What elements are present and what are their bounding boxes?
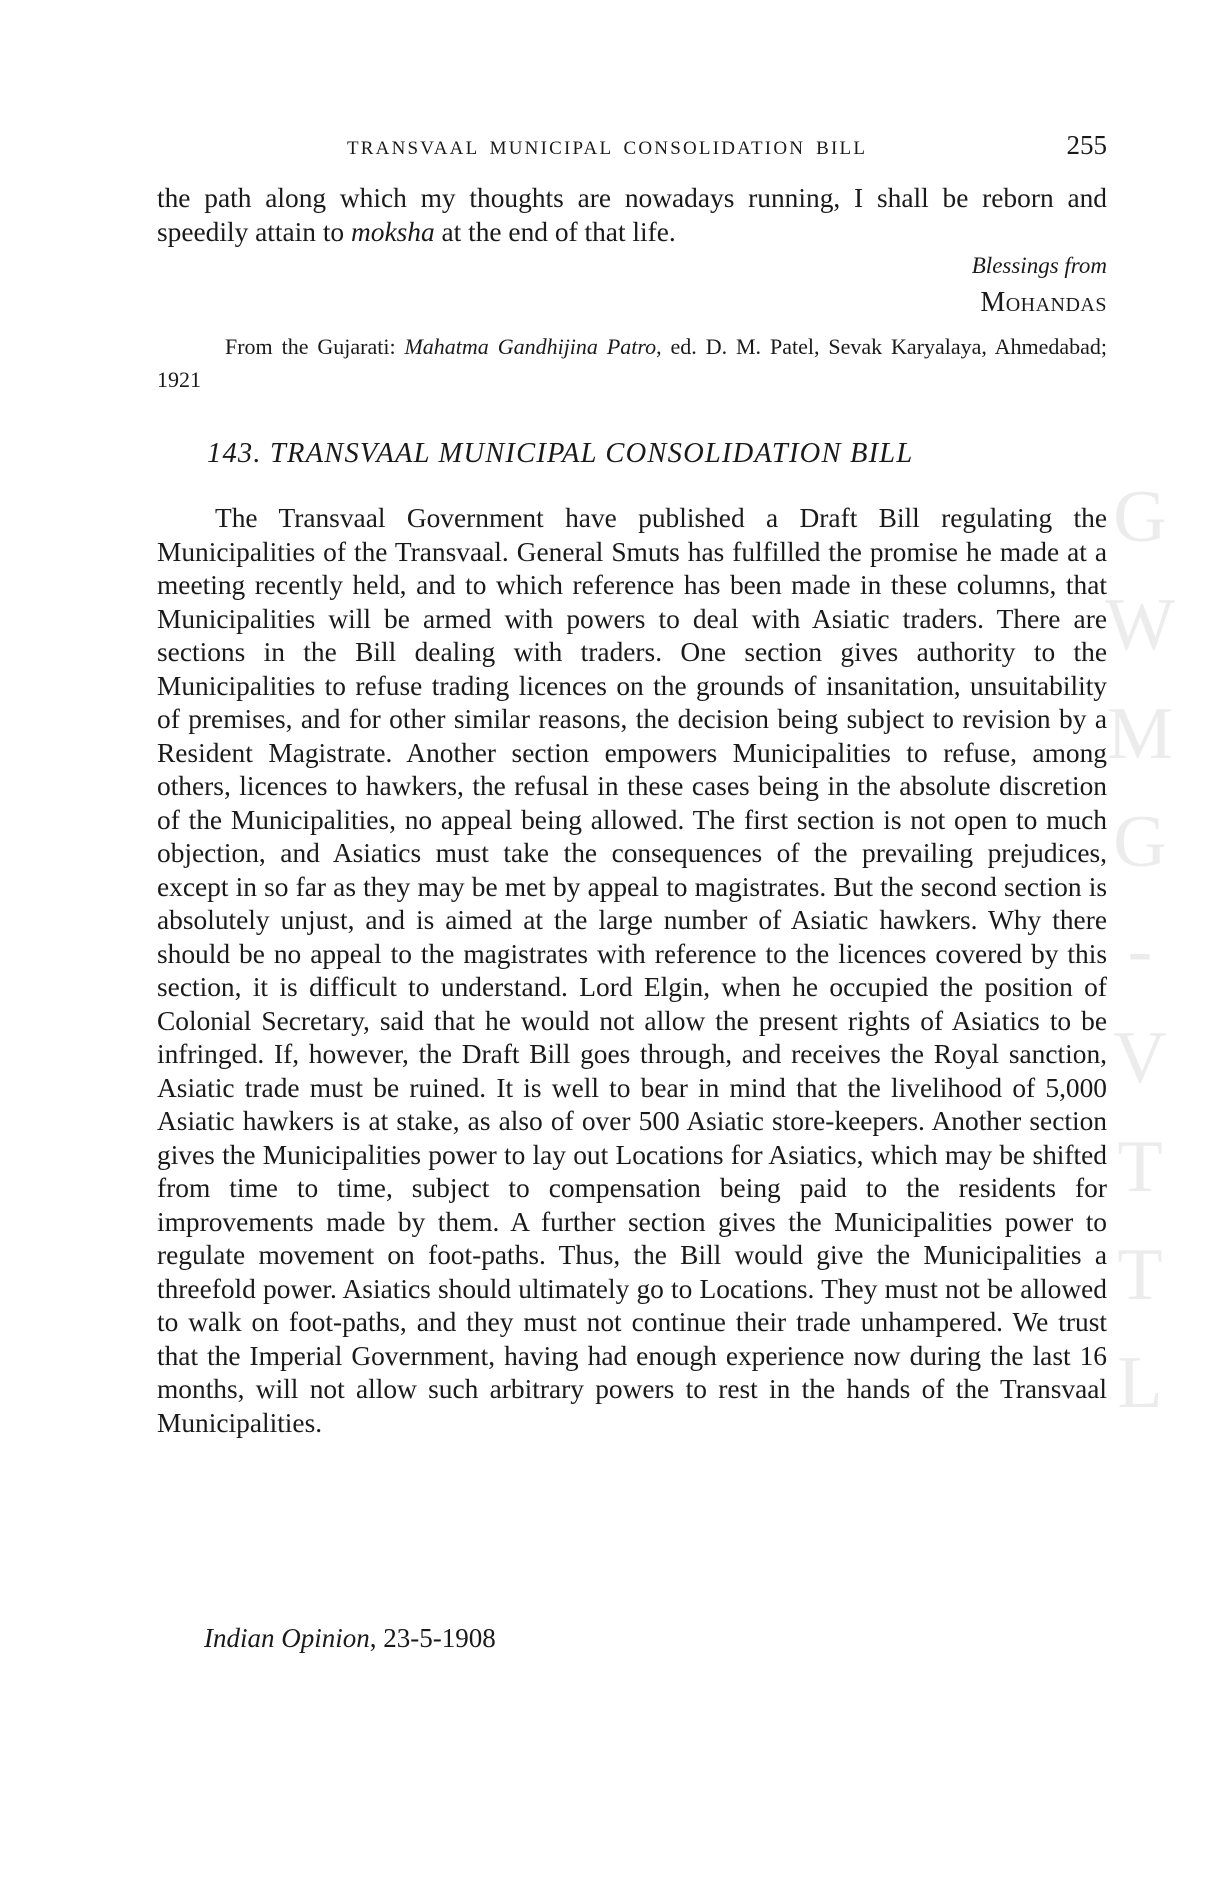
opening-text: the path along which my thoughts are nowadays running, I shall be reborn and speedily attain to [157,183,1107,247]
watermark-letter: M [1107,692,1173,775]
source-note [157,330,1107,396]
opening-paragraph [157,182,1107,249]
article-heading: 143. TRANSVAAL MUNICIPAL CONSOLIDATION BILL [207,438,914,469]
watermark-letter: - [1127,909,1153,991]
watermark-letter: V [1113,1017,1167,1100]
running-head [157,130,1107,166]
source-prefix: From the Gujarati: [225,334,405,359]
citation-date: , 23-5-1908 [369,1623,496,1653]
watermark-letter: T [1117,1125,1163,1208]
watermark-letter: L [1117,1342,1163,1424]
signoff-blessings: Blessings from [971,253,1107,278]
article-body: The Transvaal Government have published a Draft Bill regulating the Municipalities of the Transvaal. General Smuts has fulfilled the promise he made at a meeting recently held, and to which reference has been made in these columns, that Municipalities will be armed with powers to deal with Asiatic traders. There are sections in the Bill dealing with traders. One section gives authority to the Municipalities to refuse trading licences on the grounds of insanitation, unsuitability of premises, and for other similar reasons, the decision being subject to revision by a Resident Magistrate. Another section empowers Municipalities to refuse, among others, licences to hawkers, the refusal in these cases being in the absolute discretion of the Municipalities, no appeal being allowed. The first section is not open to much objection, and Asiatics must take the consequences of the prevailing prejudices, except in so far as they may be met by appeal to magistrates. But the second section is absolutely unjust, and is aimed at the large number of Asiatic hawkers. Why there should be no appeal to the magistrates with reference to the licences covered by this section, it is difficult to understand. Lord Elgin, when he occupied the position of Colonial Secretary, said that he would not allow the present rights of Asiatics to be infringed. If, however, the Draft Bill goes through, and receives the Royal sanction, Asiatic trade must be ruined. It is well to bear in mind that the livelihood of 5,000 Asiatic hawkers is at stake, as also of over 500 Asiatic store-keepers. Another section gives the Municipalities power to lay out Locations for Asiatics, which may be shifted from time to time, subject to compensation being paid to the residents for improvements made by them. A further section gives the Municipalities power to regulate movement on foot-paths. Thus, the Bill would give the Municipalities a threefold power. Asiatics should ultimately go to Locations. They must not be allowed to walk on foot-paths, and they must not continue their trade unhampered. We trust that the Imperial Government, having had enough experience now during the last 16 months, will not allow such arbitrary powers to rest in the hands of the Transvaal Municipalities. [157,503,1107,1438]
source-suffix: , ed. D. M. Patel, Sevak Karyalaya, Ahmedabad; 1921 [157,334,1107,392]
opening-italic-term: moksha [350,216,435,247]
citation [204,1623,496,1654]
watermark-letter: T [1117,1233,1163,1316]
book-page [157,0,1107,1890]
watermark-letter: W [1105,584,1175,667]
source-work-title: Mahatma Gandhijina Patro [404,334,657,359]
running-head-title: TRANSVAAL MUNICIPAL CONSOLIDATION BILL [347,138,868,159]
side-watermark [1095,476,1185,1424]
watermark-letter: G [1113,800,1167,883]
page-number: 255 [1066,130,1107,160]
signoff-signature: Mohandas [980,287,1107,318]
citation-publication: Indian Opinion [204,1623,370,1653]
watermark-letter: G [1113,476,1167,558]
opening-text-end: at the end of that life. [434,216,676,247]
